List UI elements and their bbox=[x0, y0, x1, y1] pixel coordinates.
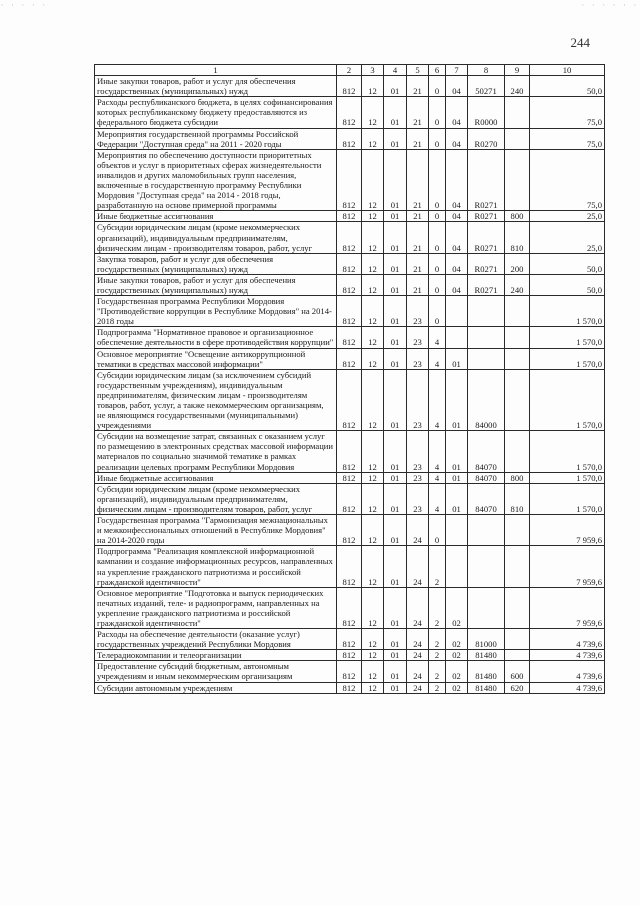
row-code-c5: 23 bbox=[407, 296, 429, 327]
row-code-c5: 24 bbox=[407, 661, 429, 682]
row-code-c4: 01 bbox=[384, 253, 407, 274]
row-name: Субсидии юридическим лицам (кроме некоммерческих организаций), индивидуальным предпринимателям, физическим лицам - производителям товаров, работ, услуг bbox=[95, 222, 337, 253]
row-code-c5: 21 bbox=[407, 274, 429, 295]
row-code-c3: 12 bbox=[362, 515, 384, 546]
row-amount: 7 959,6 bbox=[530, 546, 605, 587]
row-code-c6: 0 bbox=[429, 296, 446, 327]
row-code-c3: 12 bbox=[362, 483, 384, 514]
row-code-c5: 24 bbox=[407, 515, 429, 546]
row-name: Иные закупки товаров, работ и услуг для обеспечения государственных (муниципальных) нужд bbox=[95, 274, 337, 295]
row-code-c5: 23 bbox=[407, 483, 429, 514]
table-row bbox=[95, 222, 605, 253]
row-code-c9: 810 bbox=[505, 222, 530, 253]
row-code-c9 bbox=[505, 296, 530, 327]
row-code-c4: 01 bbox=[384, 128, 407, 149]
row-code-c9: 200 bbox=[505, 253, 530, 274]
column-header: 4 bbox=[384, 65, 407, 76]
row-name: Субсидии автономным учреждениям bbox=[95, 682, 337, 693]
row-code-c3: 12 bbox=[362, 128, 384, 149]
table-row bbox=[95, 348, 605, 369]
row-code-c2: 812 bbox=[337, 650, 362, 661]
row-code-c9 bbox=[505, 369, 530, 431]
row-code-c7 bbox=[446, 327, 468, 348]
row-name: Иные закупки товаров, работ и услуг для обеспечения государственных (муниципальных) нужд bbox=[95, 76, 337, 97]
row-code-c6: 0 bbox=[429, 211, 446, 222]
row-code-c8 bbox=[468, 348, 505, 369]
row-code-c6: 4 bbox=[429, 327, 446, 348]
scan-mark-left: · · · · · bbox=[0, 2, 47, 10]
table-row bbox=[95, 661, 605, 682]
row-code-c9: 810 bbox=[505, 483, 530, 514]
row-amount: 50,0 bbox=[530, 76, 605, 97]
table-row bbox=[95, 587, 605, 628]
row-code-c4: 01 bbox=[384, 76, 407, 97]
row-code-c8 bbox=[468, 546, 505, 587]
column-header: 8 bbox=[468, 65, 505, 76]
row-code-c3: 12 bbox=[362, 296, 384, 327]
row-code-c6: 2 bbox=[429, 629, 446, 650]
row-code-c8: R0000 bbox=[468, 97, 505, 128]
row-code-c9 bbox=[505, 629, 530, 650]
column-header: 6 bbox=[429, 65, 446, 76]
row-code-c7: 04 bbox=[446, 76, 468, 97]
row-code-c6: 2 bbox=[429, 650, 446, 661]
row-code-c2: 812 bbox=[337, 222, 362, 253]
row-amount: 25,0 bbox=[530, 222, 605, 253]
row-code-c6: 2 bbox=[429, 546, 446, 587]
table-row bbox=[95, 327, 605, 348]
row-code-c2: 812 bbox=[337, 149, 362, 211]
row-code-c3: 12 bbox=[362, 211, 384, 222]
row-name: Телерадиокомпании и телеорганизации bbox=[95, 650, 337, 661]
table-row bbox=[95, 472, 605, 483]
row-code-c2: 812 bbox=[337, 253, 362, 274]
row-code-c9 bbox=[505, 97, 530, 128]
row-code-c8 bbox=[468, 296, 505, 327]
row-code-c8: 81000 bbox=[468, 629, 505, 650]
row-code-c6: 4 bbox=[429, 431, 446, 472]
row-code-c6: 0 bbox=[429, 128, 446, 149]
row-code-c6: 0 bbox=[429, 253, 446, 274]
row-code-c7: 01 bbox=[446, 472, 468, 483]
table-row bbox=[95, 97, 605, 128]
row-code-c6: 2 bbox=[429, 682, 446, 693]
row-code-c5: 23 bbox=[407, 369, 429, 431]
row-code-c3: 12 bbox=[362, 587, 384, 628]
scan-mark-right: · · · · · · bbox=[580, 2, 638, 10]
row-code-c4: 01 bbox=[384, 661, 407, 682]
row-amount: 7 959,6 bbox=[530, 515, 605, 546]
row-code-c5: 21 bbox=[407, 211, 429, 222]
row-code-c4: 01 bbox=[384, 348, 407, 369]
row-name: Мероприятия государственной программы Российской Федерации "Доступная среда" на 2011 - 2020 годы bbox=[95, 128, 337, 149]
row-code-c8 bbox=[468, 587, 505, 628]
row-amount: 75,0 bbox=[530, 128, 605, 149]
row-code-c2: 812 bbox=[337, 661, 362, 682]
row-code-c8 bbox=[468, 515, 505, 546]
row-code-c3: 12 bbox=[362, 431, 384, 472]
row-code-c3: 12 bbox=[362, 682, 384, 693]
row-code-c7 bbox=[446, 546, 468, 587]
row-code-c2: 812 bbox=[337, 211, 362, 222]
table-row bbox=[95, 296, 605, 327]
row-code-c5: 24 bbox=[407, 587, 429, 628]
column-header: 1 bbox=[95, 65, 337, 76]
row-code-c3: 12 bbox=[362, 472, 384, 483]
table-row bbox=[95, 128, 605, 149]
row-code-c8: 81480 bbox=[468, 682, 505, 693]
row-code-c4: 01 bbox=[384, 483, 407, 514]
row-code-c6: 0 bbox=[429, 76, 446, 97]
table-header-row bbox=[95, 65, 605, 76]
row-code-c5: 24 bbox=[407, 682, 429, 693]
column-header: 9 bbox=[505, 65, 530, 76]
row-code-c8 bbox=[468, 327, 505, 348]
row-code-c5: 24 bbox=[407, 546, 429, 587]
row-code-c9: 240 bbox=[505, 274, 530, 295]
row-code-c5: 23 bbox=[407, 472, 429, 483]
row-code-c4: 01 bbox=[384, 650, 407, 661]
row-name: Подпрограмма "Реализация комплексной информационной кампании и создание информационных ресурсов, направленных на укрепление гражданского патриотизма и российской гражданской идентичности" bbox=[95, 546, 337, 587]
row-code-c6: 0 bbox=[429, 97, 446, 128]
row-code-c9: 620 bbox=[505, 682, 530, 693]
row-amount: 4 739,6 bbox=[530, 682, 605, 693]
row-code-c3: 12 bbox=[362, 629, 384, 650]
row-code-c9 bbox=[505, 431, 530, 472]
row-code-c6: 4 bbox=[429, 472, 446, 483]
row-code-c7: 04 bbox=[446, 253, 468, 274]
row-code-c6: 4 bbox=[429, 369, 446, 431]
row-name: Государственная программа "Гармонизация межнациональных и межконфессиональных отношений в Республике Мордовия" на 2014-2020 годы bbox=[95, 515, 337, 546]
column-header: 7 bbox=[446, 65, 468, 76]
row-code-c4: 01 bbox=[384, 546, 407, 587]
row-code-c5: 24 bbox=[407, 629, 429, 650]
row-code-c5: 21 bbox=[407, 222, 429, 253]
row-code-c5: 24 bbox=[407, 650, 429, 661]
row-code-c8: 84000 bbox=[468, 369, 505, 431]
row-code-c7: 04 bbox=[446, 274, 468, 295]
row-code-c8: 81480 bbox=[468, 661, 505, 682]
row-amount: 50,0 bbox=[530, 253, 605, 274]
row-code-c7: 01 bbox=[446, 431, 468, 472]
row-code-c7 bbox=[446, 296, 468, 327]
row-code-c7: 04 bbox=[446, 97, 468, 128]
row-code-c2: 812 bbox=[337, 369, 362, 431]
row-code-c7: 04 bbox=[446, 149, 468, 211]
row-code-c4: 01 bbox=[384, 149, 407, 211]
row-code-c3: 12 bbox=[362, 97, 384, 128]
row-name: Мероприятия по обеспечению доступности приоритетных объектов и услуг в приоритетных сферах жизнедеятельности инвалидов и других маломобильных групп населения, включенные в государственную программу Республики Мордовия "Доступная среда" на 2014 - 2018 годы, разработанную на основе примерной программы bbox=[95, 149, 337, 211]
row-code-c9: 600 bbox=[505, 661, 530, 682]
row-code-c9 bbox=[505, 546, 530, 587]
row-code-c4: 01 bbox=[384, 274, 407, 295]
table-body bbox=[95, 76, 605, 694]
row-code-c9 bbox=[505, 650, 530, 661]
row-code-c9: 800 bbox=[505, 211, 530, 222]
table-row bbox=[95, 431, 605, 472]
row-code-c3: 12 bbox=[362, 348, 384, 369]
row-code-c4: 01 bbox=[384, 587, 407, 628]
table-row bbox=[95, 253, 605, 274]
row-amount: 1 570,0 bbox=[530, 369, 605, 431]
row-code-c2: 812 bbox=[337, 587, 362, 628]
row-code-c8: R0271 bbox=[468, 149, 505, 211]
row-code-c3: 12 bbox=[362, 274, 384, 295]
row-code-c6: 4 bbox=[429, 348, 446, 369]
row-code-c4: 01 bbox=[384, 222, 407, 253]
row-code-c4: 01 bbox=[384, 629, 407, 650]
row-amount: 1 570,0 bbox=[530, 431, 605, 472]
row-code-c6: 0 bbox=[429, 274, 446, 295]
column-header: 2 bbox=[337, 65, 362, 76]
row-code-c3: 12 bbox=[362, 222, 384, 253]
row-code-c4: 01 bbox=[384, 327, 407, 348]
page-number: 244 bbox=[570, 35, 590, 50]
row-code-c8: R0270 bbox=[468, 128, 505, 149]
row-code-c8: 84070 bbox=[468, 431, 505, 472]
row-code-c8: R0271 bbox=[468, 211, 505, 222]
row-code-c2: 812 bbox=[337, 327, 362, 348]
row-code-c4: 01 bbox=[384, 211, 407, 222]
row-code-c3: 12 bbox=[362, 149, 384, 211]
row-code-c8: 84070 bbox=[468, 483, 505, 514]
row-code-c3: 12 bbox=[362, 546, 384, 587]
row-code-c4: 01 bbox=[384, 472, 407, 483]
row-code-c2: 812 bbox=[337, 274, 362, 295]
row-code-c7 bbox=[446, 515, 468, 546]
row-amount: 50,0 bbox=[530, 274, 605, 295]
column-header: 3 bbox=[362, 65, 384, 76]
row-code-c2: 812 bbox=[337, 97, 362, 128]
row-name: Субсидии юридическим лицам (кроме некоммерческих организаций), индивидуальным предпринимателям, физическим лицам - производителям товаров, работ, услуг bbox=[95, 483, 337, 514]
row-code-c9 bbox=[505, 327, 530, 348]
row-code-c8: R0271 bbox=[468, 222, 505, 253]
table-row bbox=[95, 682, 605, 693]
row-code-c2: 812 bbox=[337, 128, 362, 149]
row-code-c9: 800 bbox=[505, 472, 530, 483]
row-code-c9 bbox=[505, 587, 530, 628]
row-code-c3: 12 bbox=[362, 650, 384, 661]
row-code-c6: 2 bbox=[429, 661, 446, 682]
row-code-c6: 4 bbox=[429, 483, 446, 514]
table-row bbox=[95, 369, 605, 431]
row-code-c5: 21 bbox=[407, 149, 429, 211]
row-amount: 4 739,6 bbox=[530, 629, 605, 650]
table-row bbox=[95, 149, 605, 211]
row-code-c9 bbox=[505, 348, 530, 369]
table-row bbox=[95, 274, 605, 295]
row-code-c9 bbox=[505, 149, 530, 211]
row-code-c2: 812 bbox=[337, 76, 362, 97]
row-code-c3: 12 bbox=[362, 661, 384, 682]
row-code-c7: 01 bbox=[446, 348, 468, 369]
row-code-c2: 812 bbox=[337, 483, 362, 514]
column-header: 10 bbox=[530, 65, 605, 76]
table-row bbox=[95, 650, 605, 661]
row-name: Иные бюджетные ассигнования bbox=[95, 472, 337, 483]
row-code-c5: 21 bbox=[407, 76, 429, 97]
row-code-c2: 812 bbox=[337, 629, 362, 650]
row-code-c7: 04 bbox=[446, 211, 468, 222]
table-row bbox=[95, 515, 605, 546]
column-header: 5 bbox=[407, 65, 429, 76]
table-row bbox=[95, 211, 605, 222]
row-code-c2: 812 bbox=[337, 296, 362, 327]
row-name: Государственная программа Республики Мордовия "Противодействие коррупции в Республике Мордовия" на 2014-2018 годы bbox=[95, 296, 337, 327]
row-code-c4: 01 bbox=[384, 431, 407, 472]
row-code-c8: R0271 bbox=[468, 253, 505, 274]
row-code-c5: 21 bbox=[407, 253, 429, 274]
row-code-c4: 01 bbox=[384, 97, 407, 128]
row-name: Субсидии на возмещение затрат, связанных с оказанием услуг по размещению в электронных средствах массовой информации материалов по социально значимой тематике в рамках реализации целевых программ Республики Мордовия bbox=[95, 431, 337, 472]
row-name: Субсидии юридическим лицам (за исключением субсидий государственным учреждениям), индивидуальным предпринимателям, физическим лицам - производителям товаров, работ, услуг, а также некоммерческим организациям, не являющимся государственными (муниципальными) учреждениями bbox=[95, 369, 337, 431]
row-code-c2: 812 bbox=[337, 682, 362, 693]
row-code-c7: 02 bbox=[446, 629, 468, 650]
table-row bbox=[95, 76, 605, 97]
row-code-c7: 02 bbox=[446, 682, 468, 693]
row-code-c8: 81480 bbox=[468, 650, 505, 661]
row-amount: 1 570,0 bbox=[530, 483, 605, 514]
row-code-c6: 0 bbox=[429, 222, 446, 253]
row-amount: 4 739,6 bbox=[530, 661, 605, 682]
row-amount: 1 570,0 bbox=[530, 327, 605, 348]
row-code-c5: 23 bbox=[407, 348, 429, 369]
table-row bbox=[95, 629, 605, 650]
row-name: Основное мероприятие "Подготовка и выпуск периодических печатных изданий, теле- и радиопрограмм, направленных на укрепление гражданского патриотизма и российской гражданской идентичности" bbox=[95, 587, 337, 628]
row-code-c7: 04 bbox=[446, 128, 468, 149]
row-code-c6: 2 bbox=[429, 587, 446, 628]
table-row bbox=[95, 546, 605, 587]
row-amount: 1 570,0 bbox=[530, 348, 605, 369]
row-name: Закупка товаров, работ и услуг для обеспечения государственных (муниципальных) нужд bbox=[95, 253, 337, 274]
row-code-c8: R0271 bbox=[468, 274, 505, 295]
row-code-c3: 12 bbox=[362, 369, 384, 431]
row-code-c7: 01 bbox=[446, 483, 468, 514]
row-code-c3: 12 bbox=[362, 76, 384, 97]
row-code-c9 bbox=[505, 128, 530, 149]
row-code-c9: 240 bbox=[505, 76, 530, 97]
row-amount: 75,0 bbox=[530, 149, 605, 211]
row-name: Предоставление субсидий бюджетным, автономным учреждениям и иным некоммерческим организациям bbox=[95, 661, 337, 682]
row-code-c2: 812 bbox=[337, 546, 362, 587]
row-code-c5: 23 bbox=[407, 431, 429, 472]
row-code-c4: 01 bbox=[384, 296, 407, 327]
row-code-c5: 21 bbox=[407, 128, 429, 149]
row-code-c2: 812 bbox=[337, 431, 362, 472]
row-amount: 25,0 bbox=[530, 211, 605, 222]
row-name: Иные бюджетные ассигнования bbox=[95, 211, 337, 222]
row-code-c6: 0 bbox=[429, 515, 446, 546]
table-row bbox=[95, 483, 605, 514]
row-code-c8: 84070 bbox=[468, 472, 505, 483]
row-code-c3: 12 bbox=[362, 327, 384, 348]
row-code-c7: 02 bbox=[446, 587, 468, 628]
row-amount: 75,0 bbox=[530, 97, 605, 128]
row-code-c5: 23 bbox=[407, 327, 429, 348]
row-code-c5: 21 bbox=[407, 97, 429, 128]
row-code-c4: 01 bbox=[384, 515, 407, 546]
row-code-c9 bbox=[505, 515, 530, 546]
row-code-c4: 01 bbox=[384, 369, 407, 431]
row-code-c7: 04 bbox=[446, 222, 468, 253]
row-name: Подпрограмма "Нормативное правовое и организационное обеспечение деятельности в сфере противодействия коррупции" bbox=[95, 327, 337, 348]
row-code-c7: 02 bbox=[446, 650, 468, 661]
row-code-c2: 812 bbox=[337, 472, 362, 483]
row-code-c6: 0 bbox=[429, 149, 446, 211]
budget-table bbox=[94, 64, 605, 694]
row-amount: 7 959,6 bbox=[530, 587, 605, 628]
row-code-c2: 812 bbox=[337, 348, 362, 369]
row-code-c4: 01 bbox=[384, 682, 407, 693]
row-name: Расходы на обеспечение деятельности (оказание услуг) государственных учреждений Республики Мордовия bbox=[95, 629, 337, 650]
row-name: Основное мероприятие "Освещение антикоррупционной тематики в средствах массовой информации" bbox=[95, 348, 337, 369]
row-code-c7: 02 bbox=[446, 661, 468, 682]
row-amount: 1 570,0 bbox=[530, 296, 605, 327]
row-name: Расходы республиканского бюджета, в целях софинансирования которых республиканскому бюджету предоставляются из федерального бюджета субсидии bbox=[95, 97, 337, 128]
row-amount: 4 739,6 bbox=[530, 650, 605, 661]
row-amount: 1 570,0 bbox=[530, 472, 605, 483]
row-code-c8: 50271 bbox=[468, 76, 505, 97]
row-code-c3: 12 bbox=[362, 253, 384, 274]
row-code-c7: 01 bbox=[446, 369, 468, 431]
row-code-c2: 812 bbox=[337, 515, 362, 546]
